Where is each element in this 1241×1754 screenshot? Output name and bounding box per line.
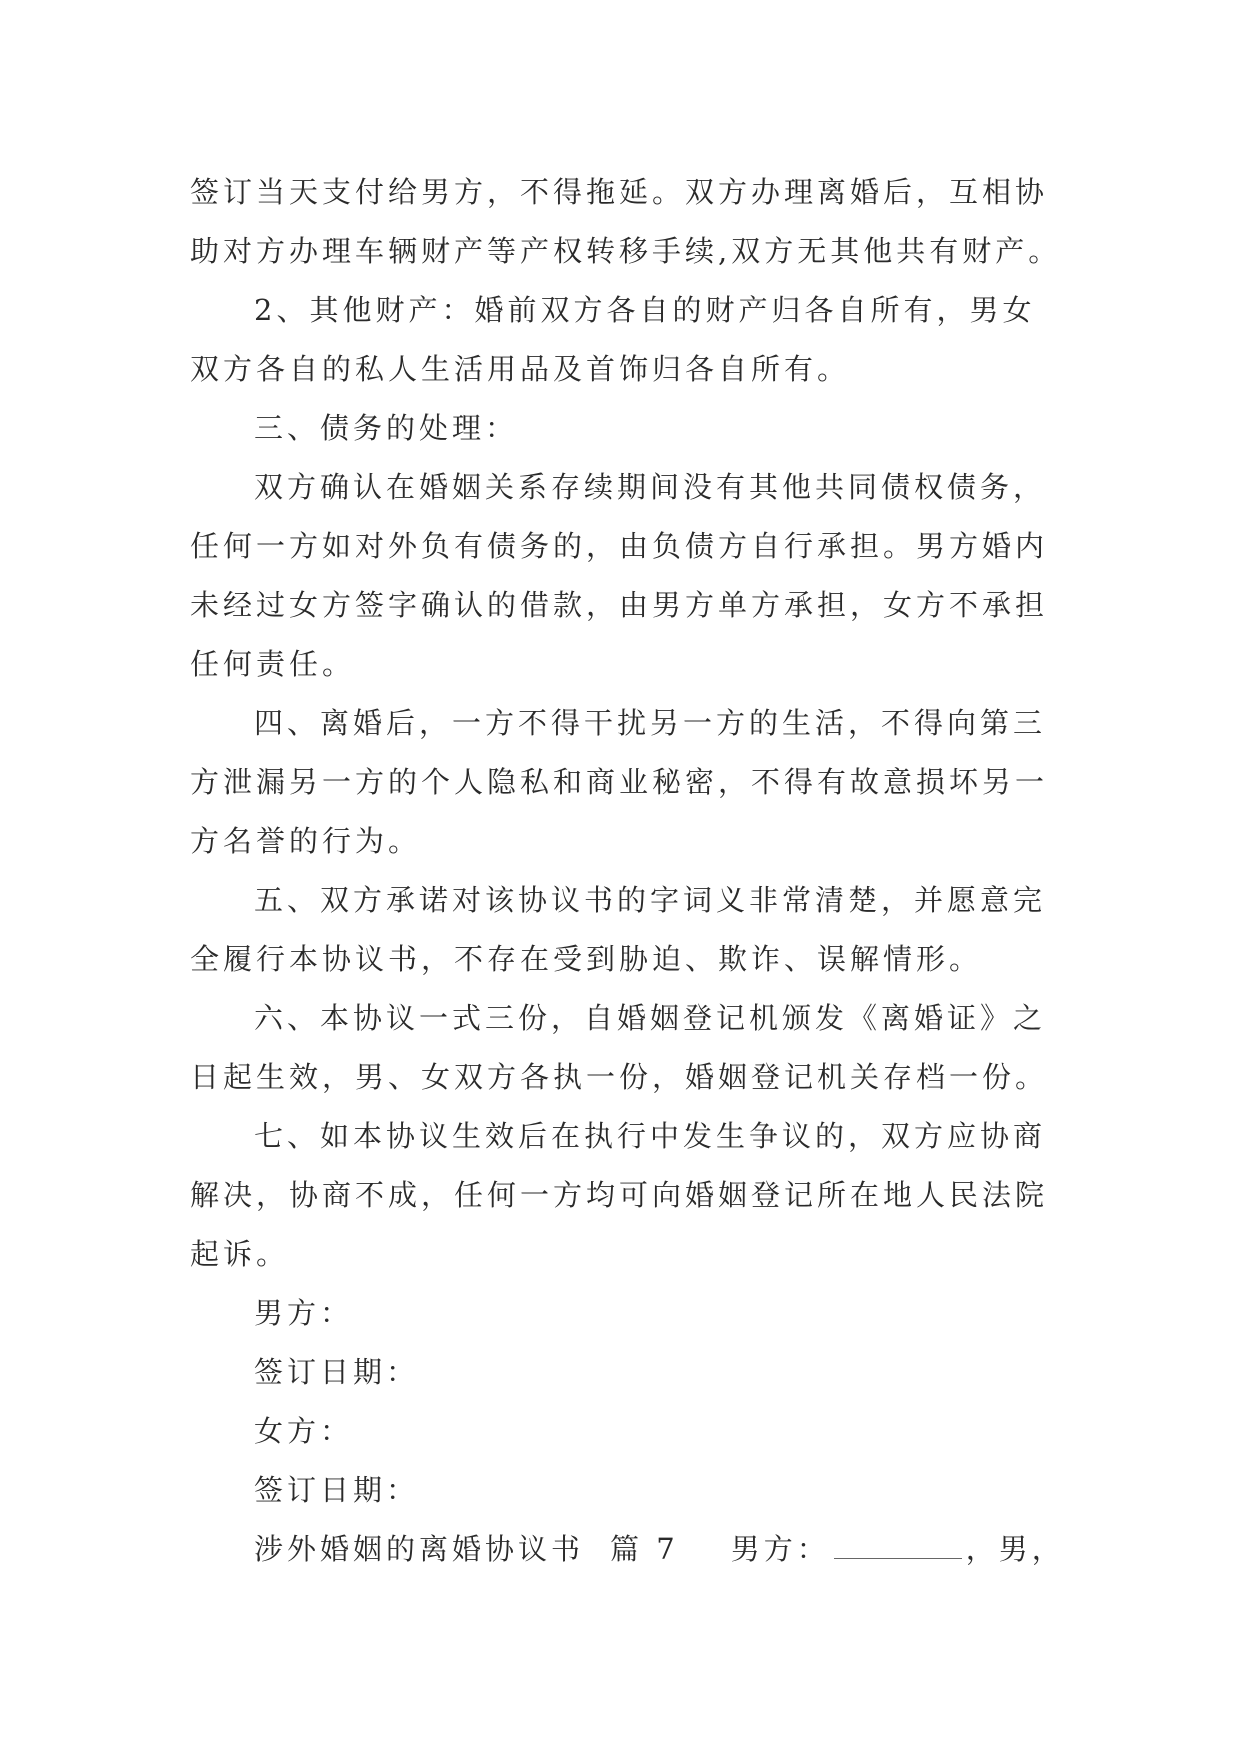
text-line: 双方各自的私人生活用品及首饰归各自所有。 — [190, 352, 851, 386]
text-line: 七、如本协议生效后在执行中发生争议的，双方应协商 — [254, 1119, 1047, 1153]
male-name-blank — [834, 1528, 962, 1559]
text-line: 方泄漏另一方的个人隐私和商业秘密，不得有故意损坏另一 — [190, 765, 1049, 799]
male-signature-label: 男方： — [254, 1296, 354, 1330]
male-sign-date-label: 签订日期： — [254, 1355, 420, 1389]
text-line: 助对方办理车辆财产等产权转移手续,双方无其他共有财产。 — [190, 234, 1062, 268]
male-party-label: 男方： — [730, 1532, 830, 1566]
text-line: 任何责任。 — [190, 647, 356, 681]
female-signature-label: 女方： — [254, 1414, 354, 1448]
text-line: 解决，协商不成，任何一方均可向婚姻登记所在地人民法院 — [190, 1178, 1049, 1212]
paragraph-clause-six — [190, 989, 1070, 1107]
section-number: 篇 7 — [610, 1532, 679, 1566]
next-section-heading — [190, 1520, 1070, 1579]
text-line: 六、本协议一式三份，自婚姻登记机颁发《离婚证》之 — [254, 1001, 1047, 1035]
female-sign-date-label: 签订日期： — [254, 1473, 420, 1507]
text-line: 三、债务的处理： — [254, 411, 519, 445]
text-line: 方名誉的行为。 — [190, 824, 422, 858]
paragraph-clause-seven — [190, 1107, 1070, 1284]
text-line: 2、其他财产：婚前双方各自的财产归各自所有，男女 — [254, 293, 1036, 327]
heading-debt-handling — [190, 399, 1070, 458]
signature-block — [190, 1284, 1070, 1520]
paragraph-clause-four — [190, 694, 1070, 871]
text-line: 未经过女方签字确认的借款，由男方单方承担，女方不承担 — [190, 588, 1049, 622]
text-line: 签订当天支付给男方，不得拖延。双方办理离婚后，互相协 — [190, 175, 1049, 209]
section-title: 涉外婚姻的离婚协议书 — [254, 1532, 585, 1566]
text-line: 全履行本协议书，不存在受到胁迫、欺诈、误解情形。 — [190, 942, 983, 976]
text-line — [190, 1520, 1070, 1579]
text-line: 任何一方如对外负有债务的，由负债方自行承担。男方婚内 — [190, 529, 1049, 563]
text-line: 四、离婚后，一方不得干扰另一方的生活，不得向第三 — [254, 706, 1047, 740]
text-line: 日起生效，男、女双方各执一份，婚姻登记机关存档一份。 — [190, 1060, 1049, 1094]
text-line: 双方确认在婚姻关系存续期间没有其他共同债权债务， — [254, 470, 1047, 504]
text-line: 起诉。 — [190, 1237, 290, 1271]
text-line: 五、双方承诺对该协议书的字词义非常清楚，并愿意完 — [254, 883, 1047, 917]
paragraph-other-property — [190, 281, 1070, 399]
paragraph-debt-terms — [190, 458, 1070, 694]
document-body — [190, 163, 1070, 1579]
paragraph-payment-continued — [190, 163, 1070, 281]
paragraph-clause-five — [190, 871, 1070, 989]
male-party-tail: ，男， — [965, 1532, 1065, 1566]
